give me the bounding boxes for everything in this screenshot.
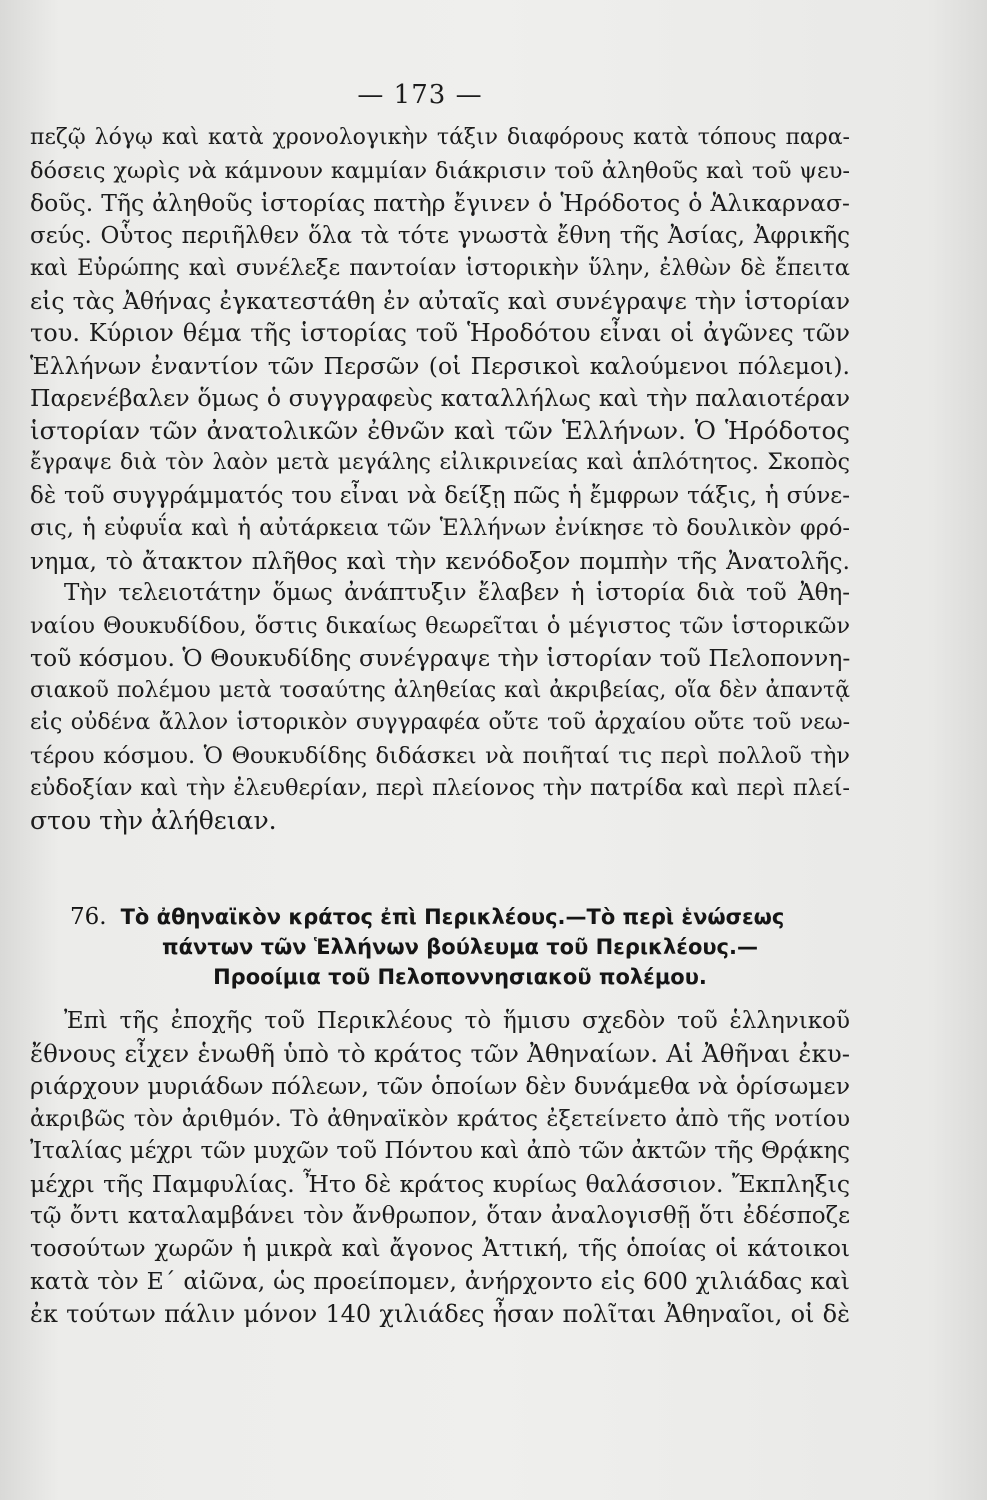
text-block-upper bbox=[30, 122, 850, 837]
heading-text: Τὸ ἀθηναϊκὸν κράτος ἐπὶ Περικλέους.—Τὸ περὶ ἑνώσεως bbox=[120, 905, 785, 929]
text-line: ἔθνους εἶχεν ἑνωθῆ ὑπὸ τὸ κράτος τῶν Ἀθηναίων. Αἱ Ἀθῆναι ἐκυ- bbox=[30, 1038, 850, 1068]
text-line: Τὴν τελειοτάτην ὅμως ἀνάπτυξιν ἔλαβεν ἡ ἱστορία διὰ τοῦ Ἀθη- bbox=[64, 580, 850, 606]
text-line: εἰς οὐδένα ἄλλον ἱστορικὸν συγγραφέα οὔτε τοῦ ἀρχαίου οὔτε τοῦ νεω- bbox=[30, 710, 850, 735]
text-line: ἐκ τούτων πάλιν μόνον 140 χιλιάδες ἦσαν πολῖται Ἀθηναῖοι, οἱ δὲ bbox=[30, 1299, 850, 1328]
text-line: τῷ ὄντι καταλαμβάνει τὸν ἄνθρωπον, ὅταν ἀναλογισθῇ ὅτι ἐδέσποζε bbox=[30, 1203, 850, 1229]
text-line: του. Κύριον θέμα τῆς ἱστορίας τοῦ Ἡροδότου εἶναι οἱ ἀγῶνες τῶν bbox=[30, 319, 850, 347]
page-number: — 173 — bbox=[357, 80, 483, 110]
text-line: σιακοῦ πολέμου μετὰ τοσαύτης ἀληθείας καὶ ἀκριβείας, οἵα δὲν ἀπαντᾷ bbox=[30, 677, 850, 703]
text-line: νημα, τὸ ἄτακτον πλῆθος καὶ τὴν κενόδοξον πομπὴν τῆς Ἀνατολῆς. bbox=[30, 546, 850, 575]
text-line: ἀκριβῶς τὸν ἀριθμόν. Τὸ ἀθηναϊκὸν κράτος ἐξετείνετο ἀπὸ τῆς νοτίου bbox=[30, 1105, 850, 1132]
heading-line: πάντων τῶν Ἑλλήνων βούλευμα τοῦ Περικλέους.— bbox=[162, 935, 758, 959]
text-line: τοσούτων χωρῶν ἡ μικρὰ καὶ ἄγονος Ἀττική, τῆς ὁποίας οἱ κάτοικοι bbox=[30, 1235, 850, 1262]
text-line: δόσεις χωρὶς νὰ κάμνουν καμμίαν διάκρισιν τοῦ ἀληθοῦς καὶ τοῦ ψευ- bbox=[30, 157, 850, 184]
paragraph-herodotus bbox=[30, 122, 850, 577]
text-line: δοῦς. Τῆς ἀληθοῦς ἱστορίας πατὴρ ἔγινεν ὁ Ἡρόδοτος ὁ Ἁλικαρνασ- bbox=[30, 189, 850, 217]
text-line: Παρενέβαλεν ὅμως ὁ συγγραφεὺς καταλλήλως καὶ τὴν παλαιοτέραν bbox=[30, 384, 850, 412]
text-line: Ἑλλήνων ἐναντίον τῶν Περσῶν (οἱ Περσικοὶ καλούμενοι πόλεμοι). bbox=[30, 351, 850, 380]
text-line: μέχρι τῆς Παμφυλίας. Ἦτο δὲ κράτος κυρίως θαλάσσιον. Ἔκπληξις bbox=[30, 1169, 850, 1198]
heading-line bbox=[70, 902, 850, 932]
section-heading bbox=[70, 902, 850, 992]
text-line: Ἐπὶ τῆς ἐποχῆς τοῦ Περικλέους τὸ ἥμισυ σχεδὸν τοῦ ἑλληνικοῦ bbox=[64, 1008, 850, 1034]
heading-line: Προοίμια τοῦ Πελοποννησιακοῦ πολέμου. bbox=[213, 965, 707, 989]
text-line: κατὰ τὸν Ε΄ αἰῶνα, ὡς προείπομεν, ἀνήρχοντο εἰς 600 χιλιάδας καὶ bbox=[30, 1267, 850, 1295]
text-line: τοῦ κόσμου. Ὁ Θουκυδίδης συνέγραψε τὴν ἱστορίαν τοῦ Πελοποννη- bbox=[30, 644, 851, 672]
text-line: σις, ἡ εὐφυΐα καὶ ἡ αὐτάρκεια τῶν Ἑλλήνων ἐνίκησε τὸ δουλικὸν φρό- bbox=[30, 515, 850, 541]
text-line: εἰς τὰς Ἀθήνας ἐγκατεστάθη ἐν αὐταῖς καὶ συνέγραψε τὴν ἱστορίαν bbox=[30, 286, 850, 315]
text-line: ριάρχουν μυριάδων πόλεων, τῶν ὁποίων δὲν δυνάμεθα νὰ ὁρίσωμεν bbox=[30, 1072, 850, 1100]
text-line: δὲ τοῦ συγγράμματός του εἶναι νὰ δείξῃ πῶς ἡ ἔμφρων τάξις, ἡ σύνε- bbox=[30, 482, 850, 509]
text-line: καὶ Εὐρώπης καὶ συνέλεξε παντοίαν ἱστορικὴν ὕλην, ἐλθὼν δὲ ἔπειτα bbox=[30, 255, 850, 281]
text-line: ἔγραψε διὰ τὸν λαὸν μετὰ μεγάλης εἰλικρινείας καὶ ἁπλότητος. Σκοπὸς bbox=[30, 450, 850, 475]
text-line: τέρου κόσμου. Ὁ Θουκυδίδης διδάσκει νὰ ποιῆταί τις περὶ πολλοῦ τὴν bbox=[30, 742, 850, 769]
text-line: πεζῷ λόγῳ καὶ κατὰ χρονολογικὴν τάξιν διαφόρους κατὰ τόπους παρα- bbox=[30, 125, 850, 150]
text-line: σεύς. Οὗτος περιῆλθεν ὅλα τὰ τότε γνωστὰ ἔθνη τῆς Ἀσίας, Ἀφρικῆς bbox=[30, 222, 850, 249]
text-line: ναίου Θουκυδίδου, ὅστις δικαίως θεωρεῖται ὁ μέγιστος τῶν ἱστορικῶν bbox=[30, 612, 850, 639]
section-number: 76. bbox=[70, 904, 107, 930]
text-line: εὐδοξίαν καὶ τὴν ἐλευθερίαν, περὶ πλείονος τὴν πατρίδα καὶ περὶ πλεί- bbox=[30, 775, 850, 801]
text-line: Ἰταλίας μέχρι τῶν μυχῶν τοῦ Πόντου καὶ ἀπὸ τῶν ἀκτῶν τῆς Θρᾴκης bbox=[30, 1138, 850, 1164]
paragraph-thucydides bbox=[30, 577, 850, 837]
text-block-lower bbox=[30, 1005, 850, 1330]
text-line: στου τὴν ἀλήθειαν. bbox=[30, 805, 277, 835]
text-line: ἱστορίαν τῶν ἀνατολικῶν ἐθνῶν καὶ τῶν Ἑλλήνων. Ὁ Ἡρόδοτος bbox=[30, 415, 850, 445]
paragraph-athenian-empire bbox=[30, 1005, 850, 1330]
